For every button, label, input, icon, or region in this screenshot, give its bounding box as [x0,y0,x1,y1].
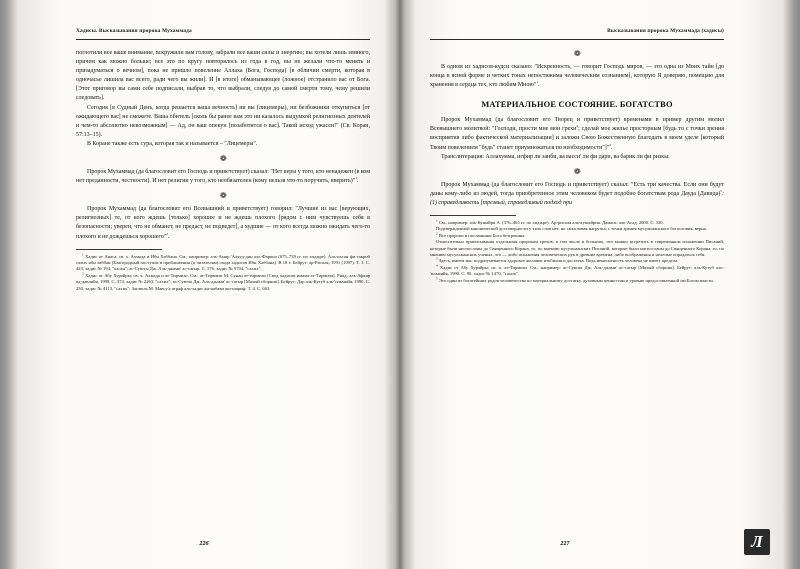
footnote-marker[interactable]: 1 [536,80,539,85]
footnote-text: Все пророки и посланники Бога безгрешны. [438,232,526,238]
left-running-head: Хадисы. Высказывания пророка Мухаммада [76,28,192,34]
footnote-entry [430,239,724,258]
left-text-column [76,49,370,292]
footnote-text: Это один из богатейших родов человечества по материальному достатку, духовным ценностям и уровню предоставленной им Богом власти. [438,277,714,283]
section-heading: МАТЕРИАЛЬНОЕ СОСТОЯНИЕ. БОГАТСТВО [481,100,673,110]
footnote-number: 5 [436,276,438,281]
transliteration-paragraph: Транслитерация: Аллахумма, игфир ли занби, ва васси' ли фи дари, ва барик ли фи ризкы. [441,153,670,160]
publisher-logo [744,529,770,555]
hadith-text-part-1: Пророк Мухаммад (да благословит его Господь и приветствует) сказал: "Есть три качества. Если они будут даны кому-либо из людей, тогда приобретенное этим человеком будет подобно богатствам рода Дауда (Давида) [430,181,724,197]
hadith-qudsi-text: В одном из хадисов-кудси сказано: "Искренность, — говорит Господь миров, — это одна из Моих тайн [до конца в ясной форме и четких тонах непостижима человеческим сознанием], которую Я доверяю, помещаю для хранения в сердца тех, кто любим Мною" [430,64,724,89]
footnote-number: 4 [436,263,438,268]
publisher-logo-glyph: Л [751,531,763,551]
hadith-paragraph [430,181,724,208]
paragraph: Сегодня [в Судный День, когда решается ваша вечность] ни вы (лицемеры), ни безбожники откупиться [от ожидающего вас] не сможете. Ваша обитель [сколь бы ранее вам это ни казалось выдумкой религиозных деятелей и чем-то абсолютно невозможным] — Ад, он ваш опекун [позаботится о вас]. Такой исход ужасен!" (Св. Коран, 57:13–15). [76,104,370,138]
footnote-text: См., например: аль-Кушайри А. (376–465 гг. по хиджре). Ар-рисаля аль-кушайрия. Дамаск: аль-Асад, 2000. С. 330. [438,220,664,226]
footnote-number: 1 [82,252,84,257]
hadith-paragraph: Пророк Мухаммад (да благословит его Всевышний и приветствует) говорил: "Лучшие из вас [верующих, религиозных] те, от кого ждешь [только] хорошее и не ждешь плохого [рядом с ним чувствуешь себя в безопасности; уверен, что не обманет, не предаст, не подведет], а худшие — от кого всегда можно ожидать чего-то плохого и не дождешься хорошего"$^2$. [76,206,370,240]
hadith-text: Пророк Мухаммад (да благословит его Всевышний и приветствует) говорил: "Лучшие из вас [верующих, религиозных] те, от кого ждешь [только] хорошее и не ждешь плохого [рядом с ним чувствуешь себя в безопасности; уверен, что не обманет, не предаст, не подведет], а худшие — от кого всегда можно ожидать чего-то плохого и не дождешься хорошего" [76,206,370,240]
ornament-divider-icon [76,154,370,164]
footnote-entry [430,278,724,284]
footnote-entry [76,273,370,292]
footnote-marker[interactable]: 2 [576,124,579,129]
ornament-glyph: ❁ [219,154,227,164]
hadith-text-part-2: ; сделай мое жилье просторным [будь то с точки зрения восприятия либо фактической материализации] и заложи Свою Божественную благодать в моем уделе [который Твоим повелением "будь" станет приумножаться по необходимости"]" [430,126,724,151]
left-page [14,0,394,569]
hadith-text-part-1: Пророк Мухаммад (да благословит его Творец и приветствует) временами в пример другим молил Всевышнего молитвой: "Господи, прости мне мои грехи [430,117,724,133]
footnote-text: Здесь, имеем мы, подразумевается здоровое желание изобилия и достатка. Ведь ненасытность человека не имеет предела. [438,258,679,264]
right-text-column [430,49,724,284]
hadith-qudsi-paragraph: В одном из хадисов-кудси сказано: "Искренность, — говорит Господь миров, — это одна из Моих тайн [до конца в ясной форме и четких тонах непостижима человеческим сознанием], которую Я доверяю, помещаю для хранения в сердца тех, кто любим Мною"$^1$. [430,64,724,89]
footnote-marker[interactable]: 5 [720,188,722,193]
paragraph-continuation: поглотили все ваше внимание, вскружили вам голову, забрали все ваши силы и энергию; вы хотели лишь земного, причем как можно больше; все это по кругу повторялось из года в год, вы не желали что-то менять и призадуматься о вечном], пока не пришло повеление Аллаха (Бога, Господа) [в обличии смерти, которая в одночасье лишила вас всего, ради чего вы жили]. И [в итоге] обманывающее (ложное) отстранило вас от Бога. [Этот приговор вы сами себе подписали, выбрав то, что выбрали, следуя до самой смерти тому, чему решили следовать]. [76,50,370,102]
right-footnote-rule [430,215,516,216]
left-page-number: 226 [199,540,209,547]
footnote-number: 2 [82,271,84,276]
ornament-divider-icon [76,191,370,201]
footnote-marker[interactable]: 2 [166,231,168,236]
paragraph: В Коране также есть сура, которая так и называется – "Лицемеры". [87,140,258,147]
ornament-glyph: ❁ [573,49,581,58]
left-footnote-rule [76,249,162,250]
ornament-glyph: ❁ [573,166,581,176]
footnote-text: Относительно приписывания отдельным пророкам грехов, в том числе и больших, что можно встретить в современном изложении Писаний, которые были ниспосланы до Священного Корана, то, по мнению мусульманских Писаний, которые были ниспосланы до Священного Корана, то, по мнению мусульманских ученых, это — либо искажения человеческих рук в древние времена, либо воображения и нелепые опрадаться себя. [430,239,724,258]
ornament-divider-icon [430,167,724,177]
footnote-marker[interactable]: 1 [355,176,357,181]
footnote-entry [76,252,371,276]
hadith-text-part-2: : (1) справедливость [трезвый, справедливый подход при [430,190,724,206]
footnote-text: Подтвержденной канонической достоверности у этих слов нет, но смысловая нагрузка, с точки зрения мусульманского богословия, верна. [436,226,707,232]
footnote-number: 1 [436,218,438,223]
ornament-divider-icon [430,49,724,59]
footnote-text: Хадис от Абу Хурайры; св. х. Ахмада и ат-Тирмизи. См.: ат-Тирмизи М. Сунан ат-тирмизи [Свод хадисов имама ат-Тирмизи]. Рияд: аль-Афкяр ад-давлийя, 1999. С. 374, хадис № 2263, "сахих"; ас-Суюты Дж. Аль-джами' ас-сагыр [Малый сборник]. Бейрут: Дар аль-Кутуб аль-'ильмийя, 1990. С. 250, хадис № 4113, "сахих"; Заглюль М. Мавсу'а атраф аль-хадис ан-набави аш-шариф. Т. 4. С. 663. [76,272,370,291]
right-running-head: Высказывания пророка Мухаммада (хадисы) [607,28,724,34]
hadith-text: Пророк Мухаммад (да благословит его Господь и приветствует) сказал: "Нет веры у того, кто ненадежен (в ком нет преданности, честности). И нет религии у того, кто необязателен (кому нельзя что-то поручить, вверить)" [76,169,370,185]
hadith-paragraph: Пророк Мухаммад (да благословит его Творец и приветствует) временами в пример другим молил Всевышнего молитвой: "Господи, прости мне мои грехи$^2$; сделай мое жилье просторным [будь то с точки зрения восприятия либо фактической материализации] и заложи Свою Божественную благодать в моем уделе [который Твоим повелением "будь" станет приумножаться по необходимости"]"$^4$. [430,117,724,151]
ornament-glyph: ❁ [219,191,227,201]
footnote-text: Хадис от Анаса; св. х. Ахмада и Ибн Хаббана. См., например: аль-Амир 'Аляуд-дин аль-Фариси (675–739 гг. по хиджре). Аль-ихсан фи такриб сахих ибн хаббан [Благородный поступок в приближении (к читателям) свода хадисов Ибн Хаббана]. В 18 т. Бейрут: ар-Рисаля, 1991 (1997). Т. 1. С. 423, хадис № 194, "хасан"; ас-Суюты Дж. Аль-джами' ас-сагыр. С. 576, хадис № 9704, "сахих". [76,253,371,272]
footnote-marker[interactable]: 4 [609,142,611,147]
right-header-rule [430,39,724,40]
right-page-number: 227 [560,540,570,547]
footnote-number: 2 [436,231,438,236]
hadith-paragraph: Пророк Мухаммад (да благословит его Господь и приветствует) сказал: "Нет веры у того, кто ненадежен (в ком нет преданности, честности). И нет религии у того, кто необязателен (кому нельзя что-то поручить, вверить)"$^1$. [76,169,370,185]
right-page [406,0,786,569]
footnote-text: Хадис от Абу Хурайры; св. х. ат-Тирмизи. См., например: ас-Суюты Дж. Аль-джами' ас-сагыр [Малый сборник]. Бейрут: аль-Кутуб аль-'ильмийя, 1990. С. 90, хадис № 1470, "сахих". [430,264,724,277]
left-header-rule [76,39,370,40]
footnote-number: 3 [436,256,438,261]
